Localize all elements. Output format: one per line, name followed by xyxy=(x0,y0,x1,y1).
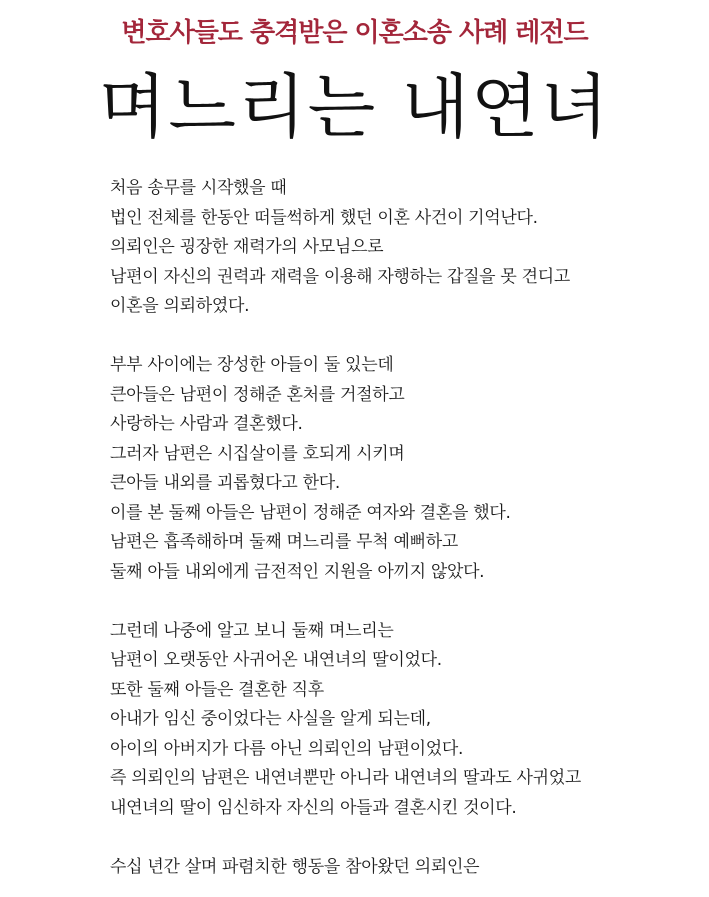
text-line: 즉 의뢰인의 남편은 내연녀뿐만 아니라 내연녀의 딸과도 사귀었고 xyxy=(110,768,582,788)
page-title: 며느리는 내연녀 xyxy=(98,66,611,148)
paragraph-4 xyxy=(110,853,690,883)
article-body xyxy=(110,174,690,882)
text-line: 법인 전체를 한동안 떠들썩하게 했던 이혼 사건이 기억난다. xyxy=(110,207,538,228)
text-line: 큰아들은 남편이 정해준 혼처를 거절하고 xyxy=(110,384,405,405)
text-line: 그런데 나중에 알고 보니 둘째 며느리는 xyxy=(110,620,394,641)
paragraph-2 xyxy=(110,351,690,587)
text-line: 그러자 남편은 시집살이를 호되게 시키며 xyxy=(110,443,405,464)
text-line: 큰아들 내외를 괴롭혔다고 한다. xyxy=(110,473,341,493)
text-line: 남편이 자신의 권력과 재력을 이용해 자행하는 갑질을 못 견디고 xyxy=(110,266,571,287)
text-line: 아이의 아버지가 다름 아닌 의뢰인의 남편이었다. xyxy=(110,738,464,759)
paragraph-1 xyxy=(110,174,690,322)
subtitle: 변호사들도 충격받은 이혼소송 사례 레전드 xyxy=(121,18,588,48)
text-line: 부부 사이에는 장성한 아들이 둘 있는데 xyxy=(110,355,394,375)
paragraph-3 xyxy=(110,617,690,824)
text-line: 의뢰인은 굉장한 재력가의 사모님으로 xyxy=(110,237,384,257)
text-line: 남편이 오랫동안 사귀어온 내연녀의 딸이었다. xyxy=(110,650,442,670)
paragraph-spacer xyxy=(110,322,690,352)
text-line: 내연녀의 딸이 임신하자 자신의 아들과 결혼시킨 것이다. xyxy=(110,797,517,818)
text-line: 이혼을 의뢰하였다. xyxy=(110,296,250,316)
text-line: 사랑하는 사람과 결혼했다. xyxy=(110,414,303,434)
text-line: 또한 둘째 아들은 결혼한 직후 xyxy=(110,679,324,700)
text-line: 아내가 임신 중이었다는 사실을 알게 되는데, xyxy=(110,709,431,729)
text-line: 남편은 흡족해하며 둘째 며느리를 무척 예뻐하고 xyxy=(110,532,458,552)
text-line: 처음 송무를 시작했을 때 xyxy=(110,178,287,198)
text-line: 수십 년간 살며 파렴치한 행동을 참아왔던 의뢰인은 xyxy=(110,856,480,877)
paragraph-spacer xyxy=(110,823,690,853)
text-line: 둘째 아들 내외에게 금전적인 지원을 아끼지 않았다. xyxy=(110,561,485,582)
text-line: 이를 본 둘째 아들은 남편이 정해준 여자와 결혼을 했다. xyxy=(110,502,511,523)
paragraph-spacer xyxy=(110,587,690,617)
